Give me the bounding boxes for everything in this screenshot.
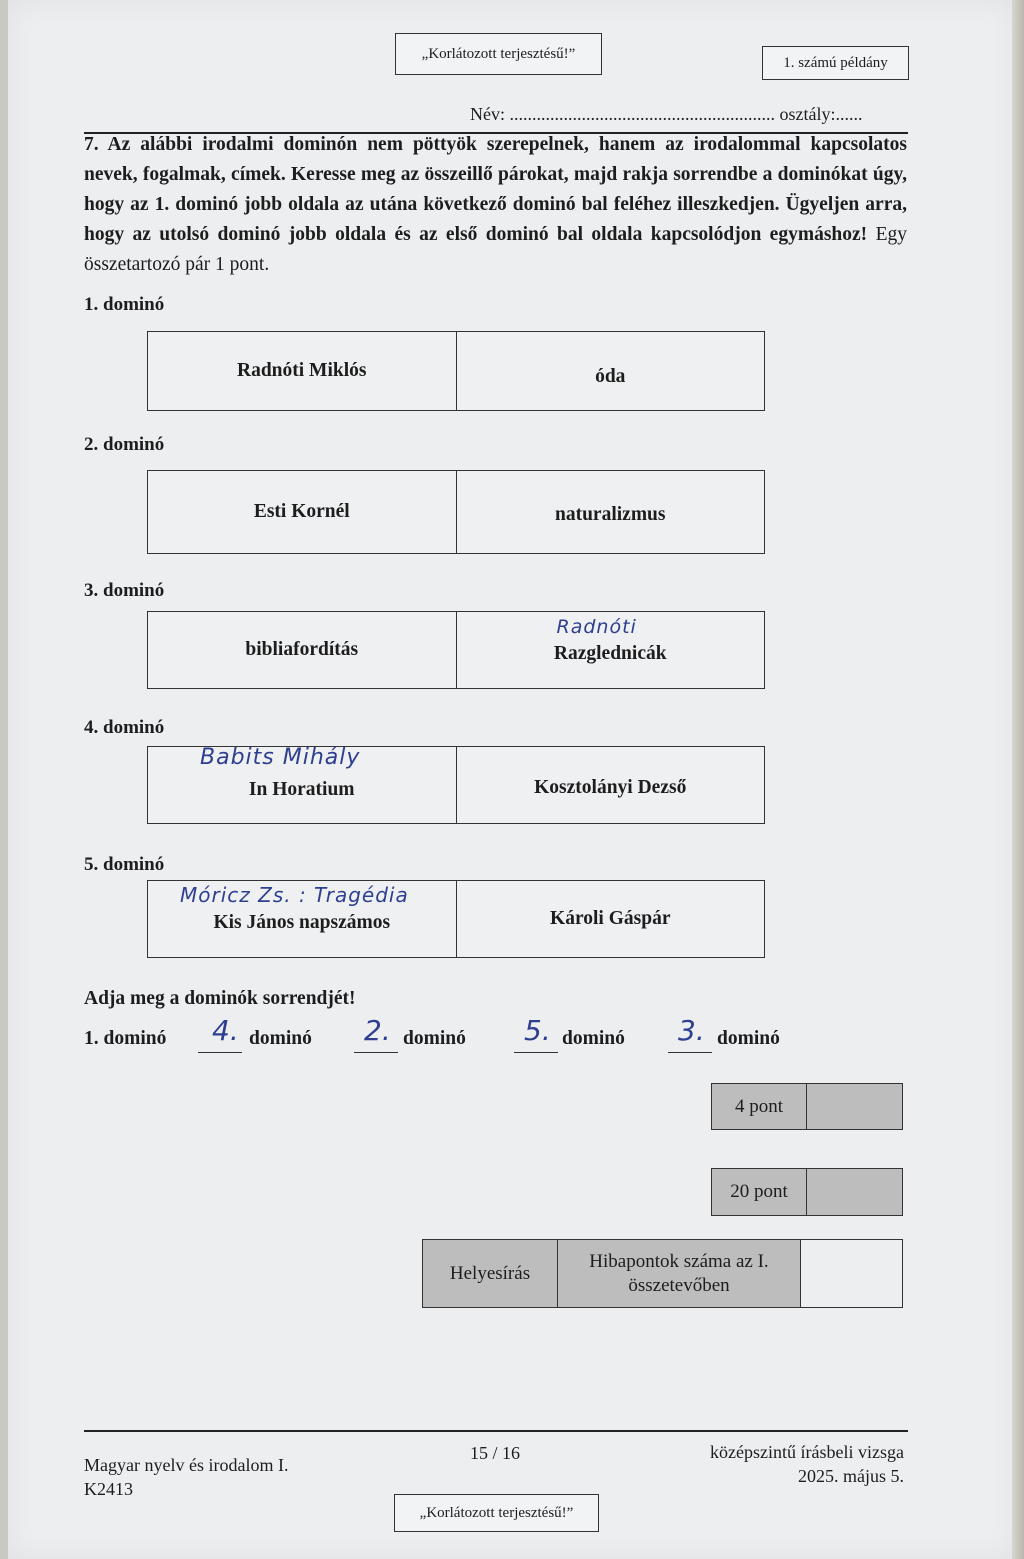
copy-number-box: 1. számú példány <box>762 46 909 80</box>
domino-4-right-text: Kosztolányi Dezső <box>534 777 687 798</box>
domino-3-right <box>456 612 765 688</box>
total-points-field[interactable] <box>806 1169 902 1215</box>
domino-1-label: 1. dominó <box>84 294 165 315</box>
order-answer-1[interactable]: 4. <box>212 1014 239 1047</box>
domino-2 <box>147 470 765 554</box>
order-answer-2[interactable]: 2. <box>364 1014 391 1047</box>
name-class-line: Név: ........................................................... osztály:...... <box>470 104 863 124</box>
domino-3-right-text: Razglednicák <box>553 643 667 664</box>
page-edge <box>1012 0 1024 1559</box>
footer-exam: középszintű írásbeli vizsga <box>710 1442 904 1462</box>
task-points-note: Egy összetartozó pár 1 pont. <box>84 224 907 275</box>
domino-5-right-text: Károli Gáspár <box>550 908 671 929</box>
order-title: Adja meg a dominók sorrendjét! <box>84 988 356 1009</box>
order-word-1: dominó <box>249 1028 312 1049</box>
page-number: 15 / 16 <box>470 1443 521 1463</box>
spelling-label: Helyesírás <box>423 1240 557 1307</box>
domino-5-left <box>148 881 456 957</box>
task-points-label: 4 pont <box>712 1084 806 1129</box>
spelling-description: Hibapontok száma az I. összetevőben <box>557 1240 800 1307</box>
order-blank-2 <box>354 1052 398 1053</box>
total-score-box <box>711 1168 903 1216</box>
total-points-label: 20 pont <box>712 1169 806 1215</box>
domino-3-label: 3. dominó <box>84 580 165 601</box>
task-text: 7. Az alábbi irodalmi dominón nem pöttyök szerepelnek, hanem az irodalommal kapcsolatos nevek, fogalmak, címek. Keresse meg az összeillő párokat, majd rakja sorrendbe a dominókat úgy, hogy az 1. dominó jobb oldala az utána következő dominó bal feléhez illeszkedjen. Ügyeljen arra, hogy az utolsó dominó jobb oldala és az első dominó bal oldala kapcsolódjon egymáshoz! <box>84 134 907 245</box>
order-word-4: dominó <box>717 1028 780 1049</box>
order-answer-3[interactable]: 5. <box>524 1014 551 1047</box>
spelling-score-box <box>422 1239 903 1308</box>
domino-2-right <box>456 471 765 553</box>
domino-2-left-text: Esti Kornél <box>253 501 350 522</box>
restricted-stamp: „Korlátozott terjesztésű!” <box>395 33 602 75</box>
domino-5-left-handwriting: Móricz Zs. : Tragédia <box>180 883 409 907</box>
spelling-points-field[interactable] <box>800 1240 902 1307</box>
order-word-2: dominó <box>403 1028 466 1049</box>
footer-subject: Magyar nyelv és irodalom I. <box>84 1455 289 1475</box>
order-row <box>84 1014 884 1058</box>
task-score-box <box>711 1083 903 1130</box>
domino-1-left <box>148 332 456 410</box>
domino-2-left <box>148 471 456 553</box>
domino-1 <box>147 331 765 411</box>
order-blank-4 <box>668 1052 712 1053</box>
domino-3 <box>147 611 765 689</box>
order-answer-4[interactable]: 3. <box>678 1014 705 1047</box>
domino-1-left-text: Radnóti Miklós <box>237 360 367 381</box>
domino-4-label: 4. dominó <box>84 717 165 738</box>
domino-3-left <box>148 612 456 688</box>
domino-2-right-text: naturalizmus <box>554 504 666 525</box>
domino-4-left-handwriting: Babits Mihály <box>200 745 361 770</box>
task-points-field[interactable] <box>806 1084 902 1129</box>
domino-1-right-text: óda <box>595 366 626 387</box>
order-blank-1 <box>198 1052 242 1053</box>
domino-5-left-text: Kis János napszámos <box>213 912 391 933</box>
domino-4 <box>147 746 765 824</box>
footer-date: 2025. május 5. <box>798 1466 904 1486</box>
order-first-label: 1. dominó <box>84 1028 167 1049</box>
footer-left <box>84 1453 288 1501</box>
domino-3-left-text: bibliafordítás <box>245 639 359 660</box>
order-blank-3 <box>514 1052 558 1053</box>
footer-right <box>710 1440 904 1488</box>
task-instructions <box>84 130 907 280</box>
domino-2-label: 2. dominó <box>84 434 165 455</box>
domino-5-right <box>456 881 765 957</box>
footer-code: K2413 <box>84 1479 133 1499</box>
domino-3-right-handwriting: Radnóti <box>556 616 637 638</box>
domino-1-right <box>456 332 765 410</box>
domino-5-label: 5. dominó <box>84 854 165 875</box>
footer-rule <box>84 1430 908 1432</box>
domino-4-left-text: In Horatium <box>248 779 355 800</box>
domino-4-left <box>148 747 456 823</box>
domino-5 <box>147 880 765 958</box>
footer-restricted-stamp: „Korlátozott terjesztésű!” <box>394 1494 599 1532</box>
domino-4-right <box>456 747 765 823</box>
order-word-3: dominó <box>562 1028 625 1049</box>
